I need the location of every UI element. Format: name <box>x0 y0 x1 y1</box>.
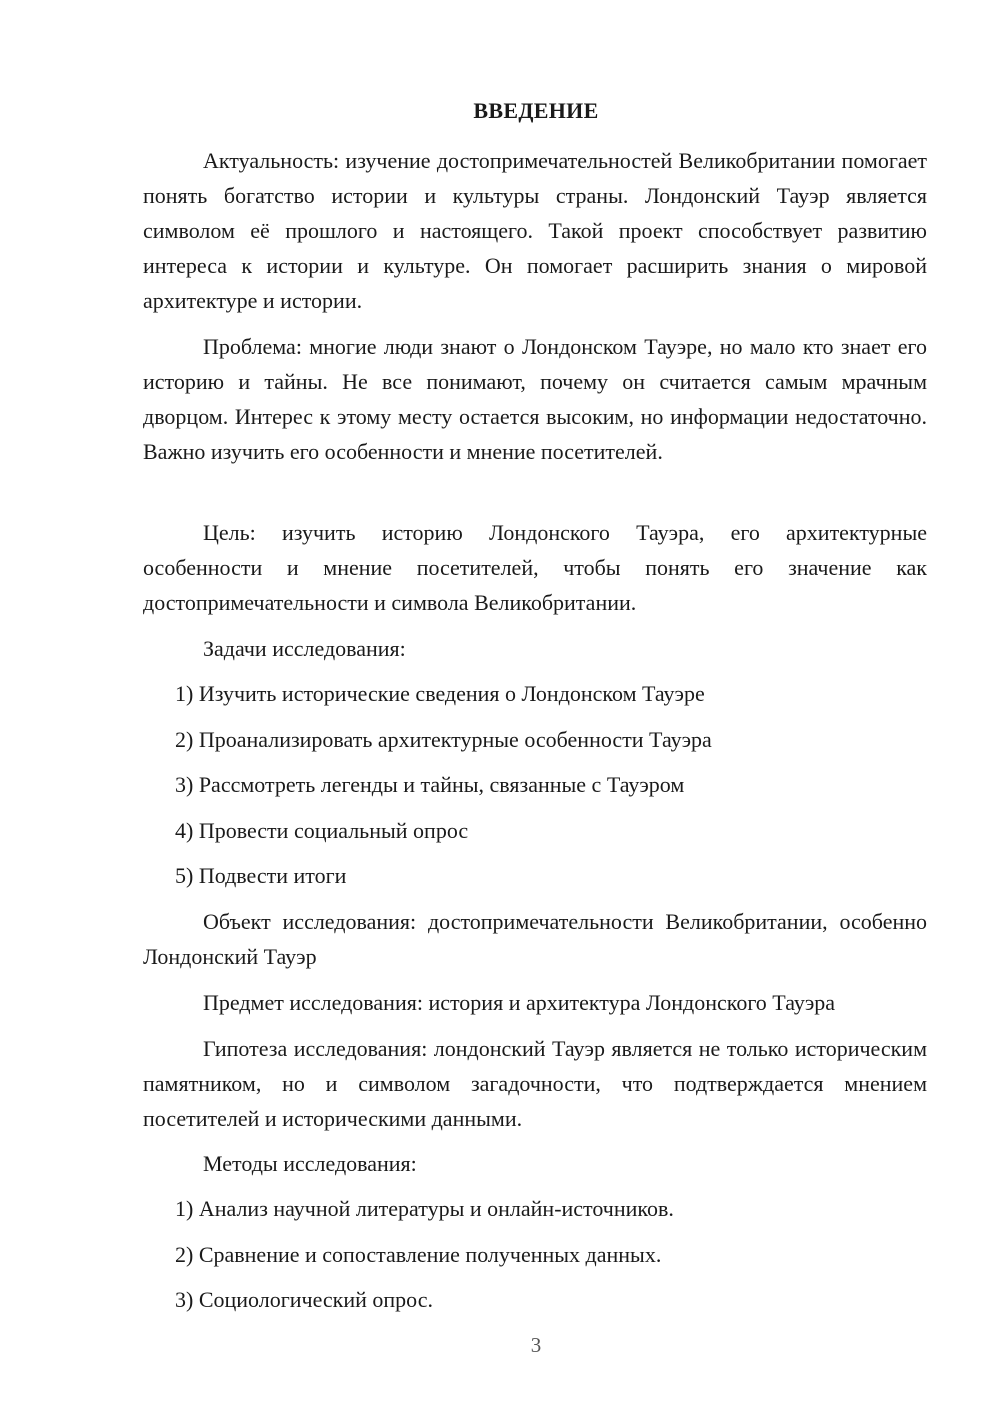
method-item: 3) Социологический опрос. <box>175 1287 433 1312</box>
tasks-heading: Задачи исследования: <box>203 636 406 661</box>
hypothesis-paragraph: Гипотеза исследования: лондонский Тауэр является не только историческим памятником, но и символом загадочности, что подтверждается мнением посетителей и историческими данными. <box>143 1036 927 1131</box>
method-item: 1) Анализ научной литературы и онлайн-источников. <box>175 1196 674 1221</box>
subject-paragraph: Предмет исследования: история и архитектура Лондонского Тауэра <box>203 990 836 1015</box>
task-item: 5) Подвести итоги <box>175 863 347 888</box>
object-paragraph: Объект исследования: достопримечательности Великобритании, особенно Лондонский Тауэр <box>143 909 927 969</box>
task-item: 4) Провести социальный опрос <box>175 818 469 843</box>
goal-paragraph: Цель: изучить историю Лондонского Тауэра, его архитектурные особенности и мнение посетителей, чтобы понять его значение как достопримечательности и символа Великобритании. <box>143 520 927 615</box>
relevance-paragraph: Актуальность: изучение достопримечательностей Великобритании помогает понять богатство истории и культуры страны. Лондонский Тауэр является символом её прошлого и настоящего. Такой проект способствует развитию интереса к истории и культуре. Он помогает расширить знания о мировой архитектуре и истории. <box>143 148 927 313</box>
task-item: 2) Проанализировать архитектурные особенности Тауэра <box>175 727 712 752</box>
methods-heading: Методы исследования: <box>203 1151 417 1176</box>
task-item: 3) Рассмотреть легенды и тайны, связанные с Тауэром <box>175 772 685 797</box>
page-number: 3 <box>530 1333 542 1357</box>
task-item: 1) Изучить исторические сведения о Лондонском Тауэре <box>175 681 705 706</box>
method-item: 2) Сравнение и сопоставление полученных данных. <box>175 1242 662 1267</box>
page-title: ВВЕДЕНИЕ <box>473 98 599 123</box>
problem-paragraph: Проблема: многие люди знают о Лондонском Тауэре, но мало кто знает его историю и тайны. Не все понимают, почему он считается самым мрачным дворцом. Интерес к этому месту остается высоким, но информации недостаточно. Важно изучить его особенности и мнение посетителей. <box>143 334 927 464</box>
